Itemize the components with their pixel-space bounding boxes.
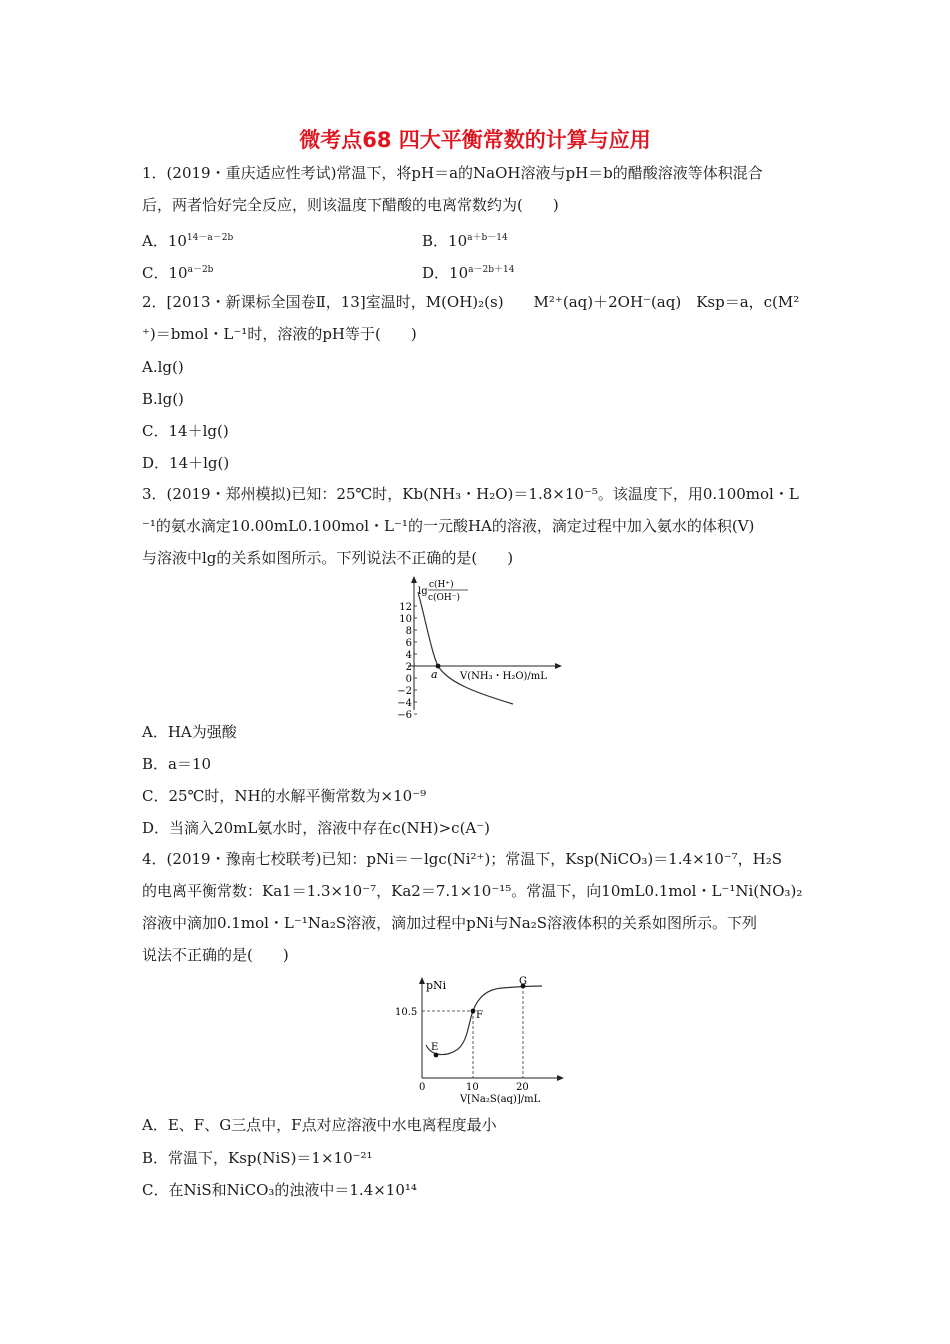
c2-xtick-10: 10	[466, 1082, 479, 1093]
q3-option-a: A．HA为强酸	[142, 723, 237, 741]
c2-series-curve	[426, 986, 542, 1055]
q3-stem-line1: 3．(2019・郑州模拟)已知：25℃时，Kb(NH₃・H₂O)＝1.8×10⁻⁵。该温度下，用0.100mol・L	[142, 485, 799, 503]
q1-stem-line2: 后，两者恰好完全反应，则该温度下醋酸的电离常数约为( )	[142, 196, 559, 214]
q2-option-d: D．14＋lg()	[142, 454, 230, 472]
c1-ytick-label: 4	[405, 650, 412, 661]
q4-stem-line2: 的电离平衡常数：Ka1＝1.3×10⁻⁷，Ka2＝7.1×10⁻¹⁵。常温下，向10mL0.1mol・L⁻¹Ni(NO₃)₂	[142, 882, 803, 900]
c1-ytick-label: −2	[397, 686, 412, 697]
c1-ytick-label: 0	[405, 674, 412, 685]
c1-ytick-label: 12	[399, 602, 412, 613]
q4-stem-line3: 溶液中滴加0.1mol・L⁻¹Na₂S溶液，滴加过程中pNi与Na₂S溶液体积的关系如图所示。下列	[142, 914, 758, 932]
c2-point-f	[471, 1009, 476, 1014]
q2-stem-line1: 2．[2013・新课标全国卷Ⅱ，13]室温时，M(OH)₂(s) M²⁺(aq)＋2OH⁻(aq) Ksp＝a，c(M²	[142, 293, 800, 311]
c1-ytick-label: 2	[405, 662, 412, 673]
c2-x-arrow	[557, 1075, 564, 1081]
c2-point-g-label: G	[519, 976, 527, 987]
c2-ylabel: pNi	[426, 979, 447, 992]
c1-point-a-label: a	[431, 668, 438, 681]
c1-ytick-label: 10	[399, 614, 412, 625]
q4-option-a: A．E、F、G三点中，F点对应溶液中水电离程度最小	[142, 1116, 497, 1134]
q1-stem-line1: 1．(2019・重庆适应性考试)常温下，将pH＝a的NaOH溶液与pH＝b的醋酸溶液等体积混合	[142, 164, 763, 182]
c1-ytick-label: 8	[405, 626, 412, 637]
q1-option-b: B．$10^{a+b-14}$	[422, 232, 508, 250]
q3-option-b: B．a＝10	[142, 755, 212, 773]
q3-stem-line2: ⁻¹的氨水滴定10.00mL0.100mol・L⁻¹的一元酸HA的溶液，滴定过程中加入氨水的体积(V)	[142, 517, 755, 535]
c2-xtick-0: 0	[419, 1082, 426, 1093]
q1-option-a: A．$10^{14-a-2b}$	[142, 232, 234, 250]
q2-stem-line2: ⁺)＝bmol・L⁻¹时，溶液的pH等于( )	[142, 325, 417, 343]
c1-xlabel: V(NH₃・H₂O)/mL	[460, 671, 547, 682]
c1-y-arrow	[411, 576, 417, 583]
c2-point-e-label: E	[431, 1042, 439, 1053]
q4-option-c: C．在NiS和NiCO₃的浊液中＝1.4×10¹⁴	[142, 1181, 417, 1199]
c1-x-arrow	[555, 663, 562, 669]
page-title: 微考点68 四大平衡常数的计算与应用	[299, 128, 651, 152]
q2-option-b: B.lg()	[142, 390, 184, 408]
titration-chart	[388, 574, 563, 721]
c1-series-curve	[418, 592, 513, 704]
c1-ytick-label: 6	[405, 638, 412, 649]
c2-point-f-label: F	[476, 1010, 483, 1021]
c2-y-arrow	[419, 977, 425, 984]
q3-option-d: D．当滴入20mL氨水时，溶液中存在c(NH)>c(A⁻)	[142, 819, 491, 837]
c1-ylabel-lg: lg	[418, 586, 428, 597]
c1-ylabel-den: c(OH⁻)	[428, 593, 461, 603]
q4-option-b: B．常温下，Ksp(NiS)＝1×10⁻²¹	[142, 1149, 373, 1167]
q1-option-d: D．$10^{a-2b+14}$	[422, 264, 515, 282]
q3-option-c: C．25℃时，NH的水解平衡常数为×10⁻⁹	[142, 787, 427, 805]
c1-ylabel-num: c(H⁺)	[429, 580, 454, 590]
q2-option-c: C．14＋lg()	[142, 422, 229, 440]
c1-ytick-label: −4	[397, 698, 412, 709]
c2-xlabel: V[Na₂S(aq)]/mL	[460, 1094, 541, 1105]
pni-chart	[392, 975, 567, 1103]
q4-stem-line1: 4．(2019・豫南七校联考)已知：pNi＝－lgc(Ni²⁺)；常温下，Ksp(NiCO₃)＝1.4×10⁻⁷，H₂S	[142, 850, 783, 868]
c2-ytick-10-5: 10.5	[395, 1007, 418, 1018]
c2-xtick-20: 20	[516, 1082, 529, 1093]
q2-option-a: A.lg()	[142, 358, 184, 376]
q3-stem-line3: 与溶液中lg的关系如图所示。下列说法不正确的是( )	[142, 549, 514, 567]
c2-point-e	[434, 1053, 439, 1058]
q1-option-c: C．$10^{a-2b}$	[142, 264, 214, 282]
c1-ytick-label: −6	[397, 710, 412, 721]
q4-stem-line4: 说法不正确的是( )	[142, 946, 289, 964]
